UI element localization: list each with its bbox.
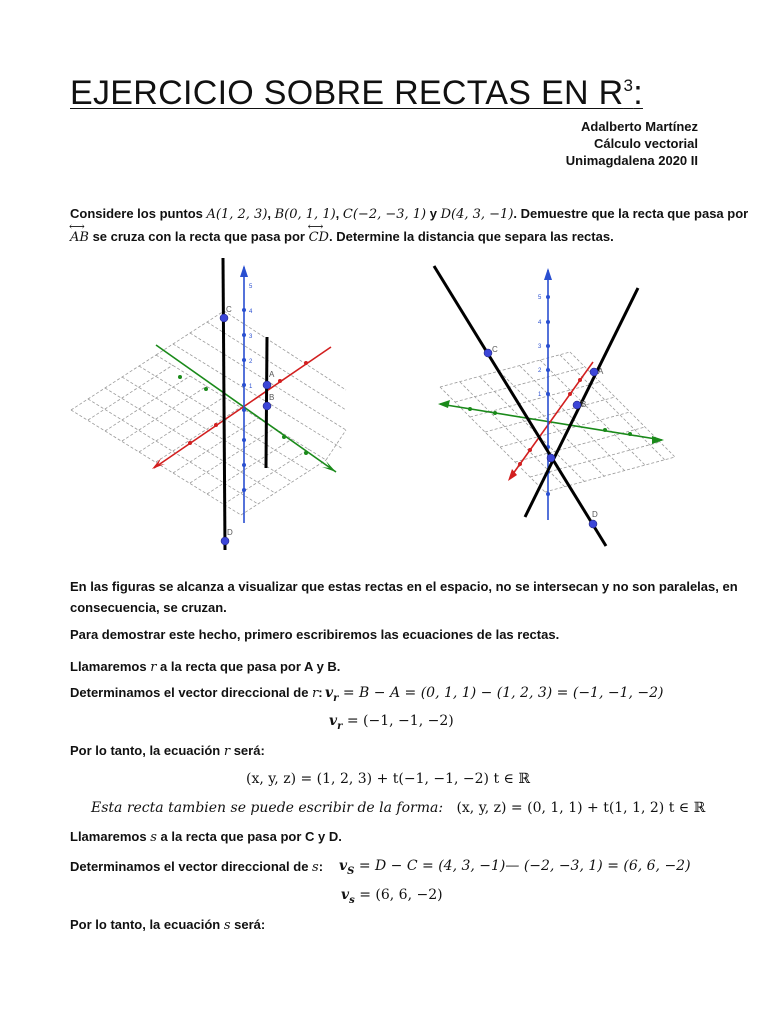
left-point-b xyxy=(263,402,271,410)
line-ab-symbol: ⟷ AB xyxy=(70,227,89,249)
author-name: Adalberto Martínez xyxy=(580,119,698,134)
para-4 xyxy=(70,682,323,705)
course-name: Cálculo vectorial xyxy=(593,136,698,151)
right-point-b xyxy=(573,401,581,409)
title-superscript: 3 xyxy=(623,76,634,95)
right-tick-3: 3 xyxy=(538,344,542,350)
right-tick-2: 2 xyxy=(538,368,542,374)
vs-sub: S xyxy=(347,865,355,877)
right-point-a xyxy=(590,368,598,376)
figure-left-3d-plot xyxy=(66,255,356,550)
para-5 xyxy=(70,740,265,763)
left-x-arrow-icon xyxy=(152,458,165,469)
eq-vr-2 xyxy=(329,713,454,732)
var-r: r xyxy=(150,660,157,675)
left-point-c xyxy=(220,314,228,322)
p3-a: Llamaremos xyxy=(70,659,151,674)
left-tick-5: 5 xyxy=(249,284,253,290)
vr-rhs: = B − A = (0, 1, 1) − (1, 2, 3) = (−1, −1, −2) xyxy=(338,685,664,701)
left-label-d: D xyxy=(227,528,233,537)
left-tick-2: 2 xyxy=(249,359,253,365)
p8-a: Por lo tanto, la ecuación xyxy=(70,917,224,932)
p6-b: a la recta que pasa por C y D. xyxy=(156,829,342,844)
vs-symbol: v xyxy=(339,858,348,874)
alt-eq: (x, y, z) = (0, 1, 1) + t(1, 1, 2) t ∈ ℝ xyxy=(456,800,706,816)
vs2-rhs: = (6, 6, −2) xyxy=(354,887,443,903)
para-6 xyxy=(70,826,342,849)
right-z-arrow-icon xyxy=(544,268,552,280)
right-label-d: D xyxy=(592,510,598,519)
var-s: s xyxy=(150,830,157,845)
left-label-c: C xyxy=(226,305,232,314)
point-d: D(4, 3, −1) xyxy=(440,207,514,222)
p7-b: : xyxy=(318,859,324,874)
para-1b: consecuencia, se cruzan. xyxy=(70,600,227,615)
vr2-sub: r xyxy=(337,720,343,732)
para-7 xyxy=(70,856,323,879)
point-b: B(0, 1, 1) xyxy=(274,207,336,222)
left-label-a: A xyxy=(269,370,275,379)
para-8 xyxy=(70,914,265,937)
title-colon: : xyxy=(633,74,643,112)
left-point-a xyxy=(263,381,271,389)
right-point-x xyxy=(547,454,555,462)
alt-label: Esta recta tambien se puede escribir de la forma: xyxy=(91,800,444,816)
left-tick-4: 4 xyxy=(249,309,253,315)
left-label-b: B xyxy=(269,393,275,402)
right-y-arrow-icon xyxy=(438,400,450,408)
eq-vr xyxy=(325,685,664,704)
var-s-3: s xyxy=(223,918,231,933)
right-label-a: A xyxy=(598,367,604,376)
para-3 xyxy=(70,656,340,679)
p3-b: a la recta que pasa por A y B. xyxy=(156,659,341,674)
vr-sub: r xyxy=(333,692,339,704)
line-cd-symbol: ⟷ CD xyxy=(309,227,329,249)
vs-rhs: = D − C = (4, 3, −1)— (−2, −3, 1) = (6, 6, −2) xyxy=(354,858,691,874)
institution: Unimagdalena 2020 II xyxy=(565,153,698,168)
right-label-c: C xyxy=(492,345,498,354)
right-point-c xyxy=(484,349,492,357)
left-point-d xyxy=(221,537,229,545)
p4-b: : xyxy=(318,685,323,700)
author-block xyxy=(566,118,698,169)
vs2-symbol: v xyxy=(341,887,350,903)
left-tick-1: 1 xyxy=(249,384,253,390)
para-1a: En las figuras se alcanza a visualizar que estas rectas en el espacio, no se intersecan y no son paralelas, en xyxy=(70,579,738,594)
left-z-arrow-icon xyxy=(240,265,248,277)
p5-a: Por lo tanto, la ecuación xyxy=(70,743,224,758)
problem-line2-b: . Determine la distancia que separa las rectas. xyxy=(328,229,614,244)
vr2-symbol: v xyxy=(329,713,338,729)
right-label-b: B xyxy=(581,400,587,409)
var-r-2: r xyxy=(312,686,319,701)
vr2-rhs: = (−1, −1, −2) xyxy=(342,713,454,729)
problem-line2-a: se cruza con la recta que pasa por xyxy=(88,229,309,244)
problem-line-1: Considere los puntos A(1, 2, 3), B(0, 1, 1), C(−2, −3, 1) y D(4, 3, −1). Demuestre que la recta que pasa por xyxy=(70,206,749,222)
right-tick-4: 4 xyxy=(538,320,542,326)
point-c: C(−2, −3, 1) xyxy=(342,207,427,222)
para-2: Para demostrar este hecho, primero escribiremos las ecuaciones de las rectas. xyxy=(70,627,560,642)
conj-y: y xyxy=(426,206,441,221)
eq-vs-2 xyxy=(341,887,443,906)
title-text: EJERCICIO SOBRE RECTAS EN R xyxy=(70,74,624,112)
p4-a: Determinamos el vector direccional de xyxy=(70,685,313,700)
page-title xyxy=(70,74,643,113)
eq-line-r-alt xyxy=(91,800,705,816)
left-y-axis xyxy=(156,345,336,472)
problem-line-2 xyxy=(70,226,614,249)
right-tick-1: 1 xyxy=(538,392,542,398)
problem-intro: Considere los puntos xyxy=(70,206,207,221)
eq-vs xyxy=(339,858,691,877)
p8-b: será: xyxy=(230,917,266,932)
figure-right-3d-plot xyxy=(430,262,700,550)
vs2-sub: s xyxy=(349,894,355,906)
p6-a: Llamaremos xyxy=(70,829,151,844)
eq-line-r: (x, y, z) = (1, 2, 3) + t(−1, −1, −2) t ∈ ℝ xyxy=(246,771,530,787)
left-tick-3: 3 xyxy=(249,334,253,340)
right-tick-5: 5 xyxy=(538,295,542,301)
var-r-3: r xyxy=(223,744,231,759)
p5-b: será: xyxy=(230,743,265,758)
left-line-cd xyxy=(223,258,225,550)
vr-symbol: v xyxy=(325,685,334,701)
var-s-2: s xyxy=(312,860,319,875)
right-point-d xyxy=(589,520,597,528)
p7-a: Determinamos el vector direccional de xyxy=(70,859,313,874)
left-grid xyxy=(71,311,346,515)
point-a: A(1, 2, 3) xyxy=(206,207,268,222)
problem-task: . Demuestre que la recta que pasa por xyxy=(513,206,749,221)
right-grid xyxy=(440,352,675,492)
